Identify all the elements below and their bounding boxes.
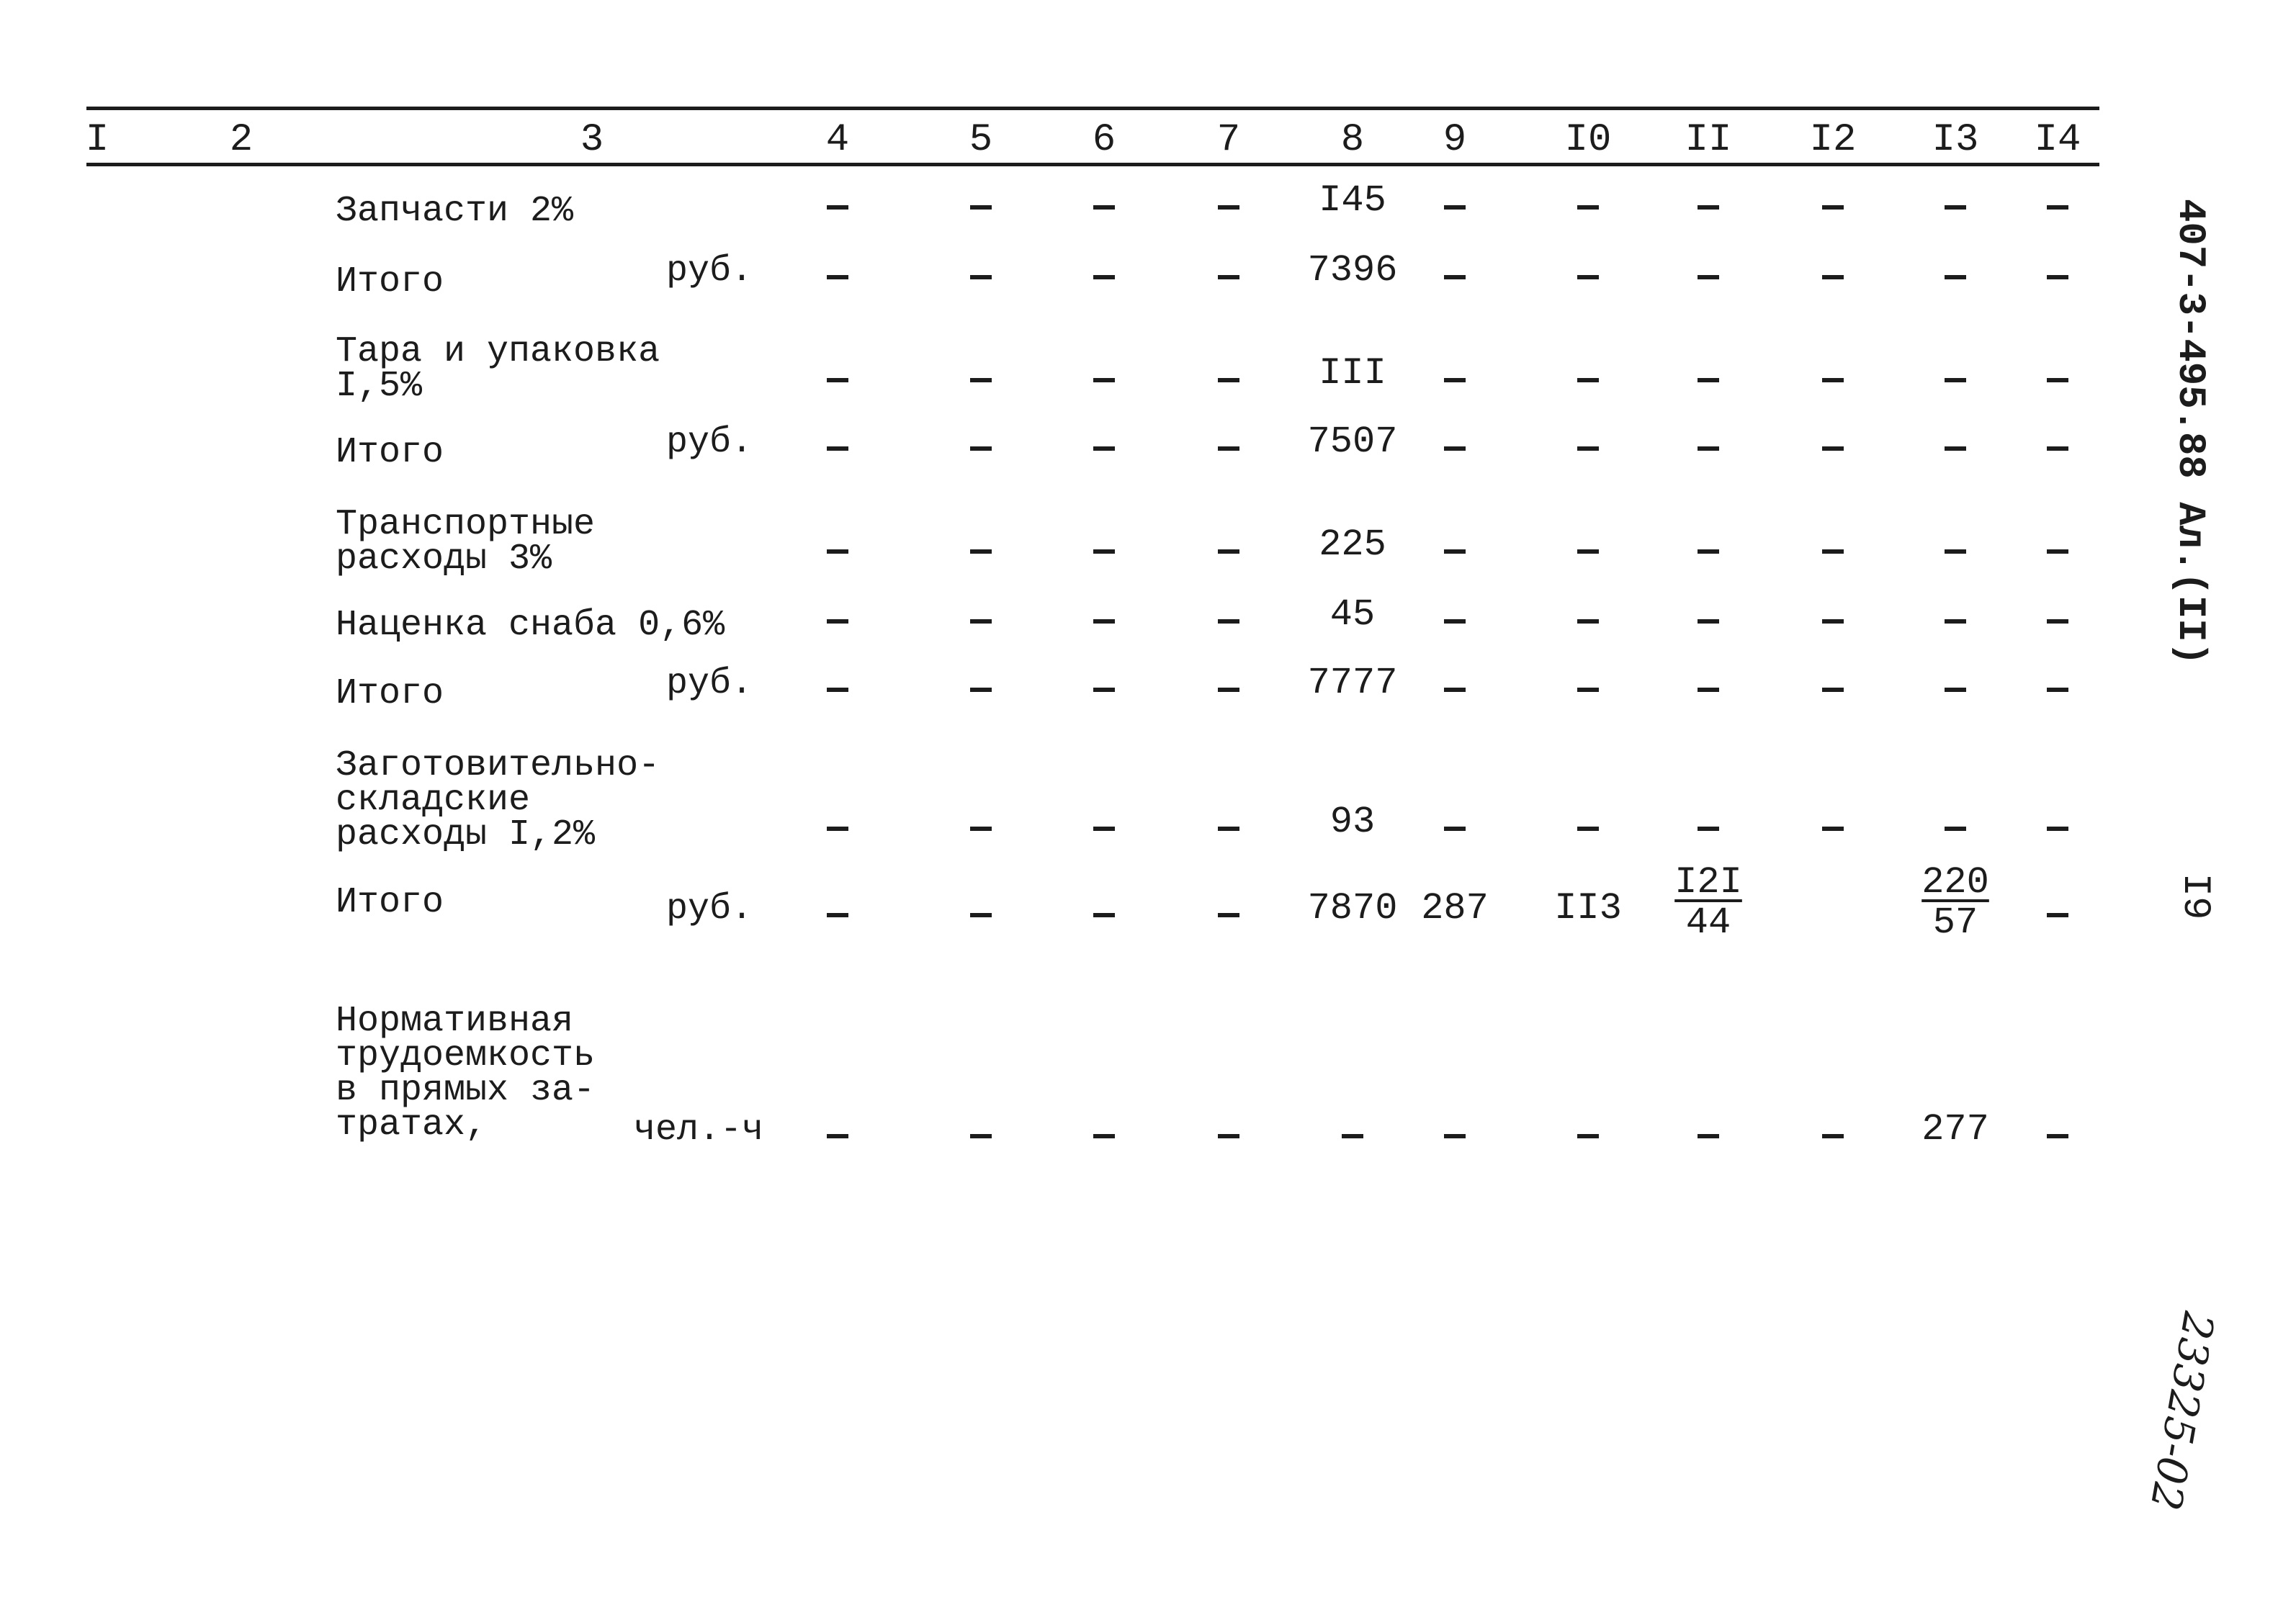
empty-cell-dash [1218, 378, 1239, 382]
empty-cell-dash [1342, 1134, 1363, 1138]
empty-cell-dash [1093, 1134, 1115, 1138]
empty-cell-dash [1218, 549, 1239, 554]
empty-cell-dash [1093, 619, 1115, 624]
empty-cell-dash [1218, 205, 1239, 210]
fraction-denominator: 44 [1685, 901, 1731, 944]
empty-cell-dash [1698, 1134, 1719, 1138]
value-cell: 277 [1921, 1108, 1989, 1151]
column-header-6: 6 [1092, 118, 1116, 162]
empty-cell-dash [1822, 827, 1844, 831]
empty-cell-dash [1444, 688, 1466, 692]
empty-cell-dash [970, 619, 992, 624]
page-number: I9 [2173, 873, 2217, 920]
empty-cell-dash [1093, 378, 1115, 382]
fraction-numerator: 220 [1921, 861, 1989, 904]
column-header-12: I2 [1809, 118, 1857, 162]
empty-cell-dash [1945, 827, 1966, 831]
fraction-cell [1674, 861, 1742, 944]
empty-cell-dash [827, 913, 848, 917]
empty-cell-dash [1577, 688, 1599, 692]
value-cell: 287 [1421, 887, 1489, 930]
row-label: Наценка снаба 0,6% [336, 605, 725, 646]
empty-cell-dash [1945, 549, 1966, 554]
empty-cell-dash [1218, 619, 1239, 624]
empty-cell-dash [1218, 688, 1239, 692]
empty-cell-dash [2047, 1134, 2068, 1138]
row-label: Заготовительно- складские расходы I,2% [336, 745, 660, 855]
empty-cell-dash [1093, 275, 1115, 279]
empty-cell-dash [2047, 549, 2068, 554]
empty-cell-dash [1698, 688, 1719, 692]
empty-cell-dash [1577, 275, 1599, 279]
empty-cell-dash [1822, 378, 1844, 382]
empty-cell-dash [1444, 446, 1466, 451]
empty-cell-dash [970, 549, 992, 554]
column-header-3: 3 [580, 118, 604, 162]
empty-cell-dash [1698, 446, 1719, 451]
value-cell: II3 [1554, 887, 1622, 930]
header-rule [86, 163, 2099, 166]
value-cell: III [1319, 352, 1386, 395]
empty-cell-dash [1822, 446, 1844, 451]
empty-cell-dash [2047, 827, 2068, 831]
empty-cell-dash [970, 913, 992, 917]
row-label: Транспортные расходы 3% [336, 504, 596, 580]
empty-cell-dash [1698, 827, 1719, 831]
empty-cell-dash [2047, 688, 2068, 692]
value-cell: 7396 [1307, 249, 1398, 292]
column-header-10: I0 [1564, 118, 1612, 162]
empty-cell-dash [970, 446, 992, 451]
empty-cell-dash [1577, 1134, 1599, 1138]
empty-cell-dash [970, 688, 992, 692]
fraction-numerator: I2I [1674, 861, 1742, 904]
empty-cell-dash [1698, 549, 1719, 554]
empty-cell-dash [827, 549, 848, 554]
column-header-8: 8 [1340, 118, 1365, 162]
empty-cell-dash [1577, 549, 1599, 554]
row-unit: руб. [666, 251, 753, 292]
empty-cell-dash [1218, 275, 1239, 279]
empty-cell-dash [827, 275, 848, 279]
value-cell: I45 [1319, 179, 1386, 222]
value-cell: 7777 [1307, 662, 1398, 704]
empty-cell-dash [1822, 619, 1844, 624]
column-header-9: 9 [1443, 118, 1467, 162]
empty-cell-dash [2047, 619, 2068, 624]
empty-cell-dash [2047, 913, 2068, 917]
empty-cell-dash [1093, 549, 1115, 554]
empty-cell-dash [827, 205, 848, 210]
column-header-2: 2 [229, 118, 254, 162]
empty-cell-dash [1218, 1134, 1239, 1138]
empty-cell-dash [827, 446, 848, 451]
empty-cell-dash [1444, 205, 1466, 210]
value-cell: 93 [1329, 801, 1376, 843]
empty-cell-dash [1945, 275, 1966, 279]
empty-cell-dash [970, 275, 992, 279]
empty-cell-dash [827, 1134, 848, 1138]
empty-cell-dash [1822, 549, 1844, 554]
fraction-cell [1921, 861, 1989, 944]
value-cell: 7870 [1307, 887, 1398, 930]
row-unit: руб. [666, 889, 753, 930]
row-label: Итого [336, 882, 444, 923]
row-label: Нормативная трудоемкость в прямых за- тратах, [336, 1001, 596, 1146]
empty-cell-dash [1577, 619, 1599, 624]
column-header-7: 7 [1216, 118, 1241, 162]
document-code: 407-3-495.88 Ал.(II) [2168, 198, 2212, 666]
column-header-11: II [1685, 118, 1732, 162]
empty-cell-dash [970, 827, 992, 831]
empty-cell-dash [1444, 619, 1466, 624]
empty-cell-dash [1945, 446, 1966, 451]
empty-cell-dash [1945, 688, 1966, 692]
row-unit: чел.-ч [634, 1110, 764, 1151]
empty-cell-dash [827, 688, 848, 692]
empty-cell-dash [1945, 378, 1966, 382]
empty-cell-dash [1444, 827, 1466, 831]
empty-cell-dash [1093, 827, 1115, 831]
column-header-14: I4 [2034, 118, 2081, 162]
empty-cell-dash [1822, 275, 1844, 279]
handwritten-number: 23325-02 [2140, 1308, 2224, 1514]
empty-cell-dash [1444, 549, 1466, 554]
empty-cell-dash [1577, 378, 1599, 382]
empty-cell-dash [1822, 1134, 1844, 1138]
row-label: Тара и упаковка I,5% [336, 331, 660, 407]
empty-cell-dash [827, 827, 848, 831]
empty-cell-dash [970, 205, 992, 210]
empty-cell-dash [1444, 275, 1466, 279]
empty-cell-dash [2047, 378, 2068, 382]
empty-cell-dash [2047, 205, 2068, 210]
top-rule [86, 107, 2099, 110]
row-unit: руб. [666, 663, 753, 704]
empty-cell-dash [1093, 913, 1115, 917]
empty-cell-dash [1444, 1134, 1466, 1138]
row-unit: руб. [666, 422, 753, 463]
empty-cell-dash [1698, 378, 1719, 382]
column-header-13: I3 [1932, 118, 1979, 162]
row-label: Итого [336, 673, 444, 714]
empty-cell-dash [1093, 205, 1115, 210]
value-cell: 7507 [1307, 420, 1398, 463]
empty-cell-dash [1698, 619, 1719, 624]
empty-cell-dash [2047, 275, 2068, 279]
empty-cell-dash [1577, 205, 1599, 210]
empty-cell-dash [970, 1134, 992, 1138]
empty-cell-dash [1577, 827, 1599, 831]
column-header-5: 5 [969, 118, 993, 162]
column-header-4: 4 [825, 118, 850, 162]
row-label: Запчасти 2% [336, 191, 574, 232]
empty-cell-dash [1945, 205, 1966, 210]
empty-cell-dash [1218, 827, 1239, 831]
empty-cell-dash [1218, 913, 1239, 917]
row-label: Итого [336, 261, 444, 302]
empty-cell-dash [1822, 205, 1844, 210]
value-cell: 225 [1319, 523, 1386, 566]
empty-cell-dash [1945, 619, 1966, 624]
column-header-1: I [85, 118, 109, 162]
value-cell: 45 [1329, 593, 1376, 636]
empty-cell-dash [827, 378, 848, 382]
empty-cell-dash [1698, 205, 1719, 210]
empty-cell-dash [1577, 446, 1599, 451]
empty-cell-dash [1218, 446, 1239, 451]
row-label: Итого [336, 432, 444, 473]
empty-cell-dash [2047, 446, 2068, 451]
empty-cell-dash [1444, 378, 1466, 382]
empty-cell-dash [1822, 688, 1844, 692]
empty-cell-dash [1093, 688, 1115, 692]
empty-cell-dash [1093, 446, 1115, 451]
empty-cell-dash [970, 378, 992, 382]
empty-cell-dash [827, 619, 848, 624]
fraction-denominator: 57 [1932, 901, 1978, 944]
empty-cell-dash [1698, 275, 1719, 279]
